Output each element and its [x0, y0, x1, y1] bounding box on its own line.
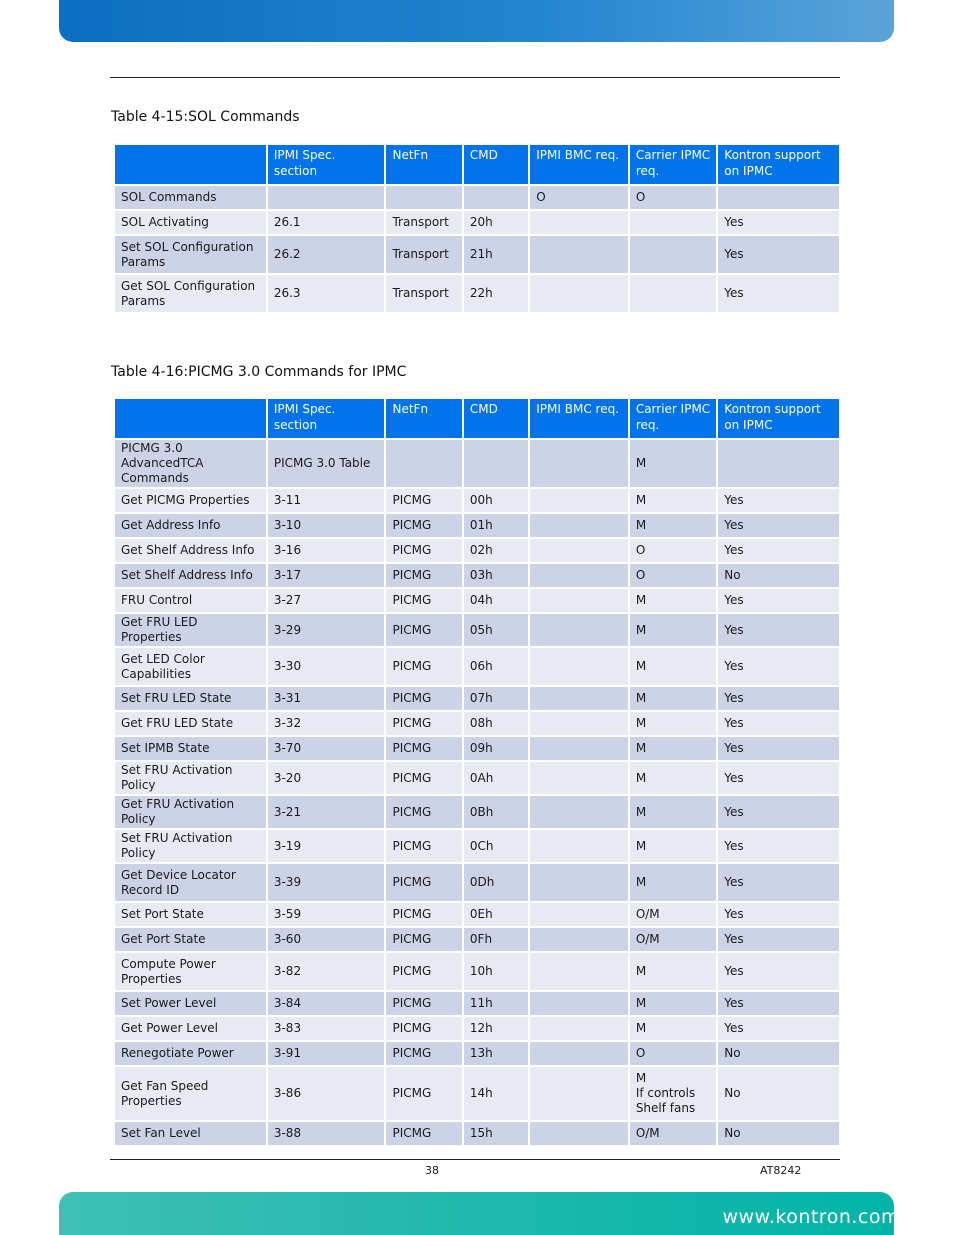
table-cell: 05h	[464, 614, 528, 646]
table-row	[115, 953, 839, 990]
table-cell: Yes	[718, 737, 839, 760]
table-cell: M	[630, 953, 716, 990]
table-cell: 3-16	[268, 539, 385, 562]
table-cell: Set FRU Activation Policy	[115, 830, 266, 862]
picmg-commands-table	[113, 397, 841, 1147]
table-cell: M If controls Shelf fans	[630, 1067, 716, 1120]
table-cell: PICMG	[386, 489, 461, 512]
table-cell: O/M	[630, 928, 716, 951]
table-cell	[530, 440, 628, 487]
table-cell	[530, 953, 628, 990]
table-cell: PICMG	[386, 1017, 461, 1040]
table-cell: M	[630, 440, 716, 487]
table-cell: M	[630, 589, 716, 612]
header-banner	[59, 0, 894, 42]
table-row	[115, 236, 839, 273]
column-header: IPMI BMC req.	[530, 145, 628, 184]
table-cell: Yes	[718, 712, 839, 735]
table-row	[115, 514, 839, 537]
table-cell: 3-86	[268, 1067, 385, 1120]
table-cell: PICMG	[386, 614, 461, 646]
table-cell: Set FRU Activation Policy	[115, 762, 266, 794]
table-cell: Yes	[718, 864, 839, 901]
table-cell: SOL Activating	[115, 211, 266, 234]
column-header	[115, 145, 266, 184]
table-cell: Get Fan Speed Properties	[115, 1067, 266, 1120]
table-row	[115, 564, 839, 587]
table-cell: 0Fh	[464, 928, 528, 951]
table-cell: Yes	[718, 1017, 839, 1040]
table-cell: PICMG	[386, 737, 461, 760]
table-row	[115, 648, 839, 685]
table-cell: Get Address Info	[115, 514, 266, 537]
column-header: IPMI BMC req.	[530, 399, 628, 438]
table-cell: 3-21	[268, 796, 385, 828]
table-row	[115, 186, 839, 209]
table-cell	[530, 992, 628, 1015]
table-cell: O	[630, 186, 716, 209]
table-cell	[530, 275, 628, 312]
column-header	[115, 399, 266, 438]
column-header: IPMI Spec. section	[268, 399, 385, 438]
table-cell: 0Ah	[464, 762, 528, 794]
table-cell: No	[718, 1067, 839, 1120]
table-cell: Yes	[718, 489, 839, 512]
table-cell: Yes	[718, 539, 839, 562]
table-cell: O	[530, 186, 628, 209]
table-cell: M	[630, 1017, 716, 1040]
column-header: Carrier IPMC req.	[630, 399, 716, 438]
table-cell: Get Device Locator Record ID	[115, 864, 266, 901]
table-cell: PICMG	[386, 589, 461, 612]
table-cell	[530, 648, 628, 685]
table-cell	[718, 440, 839, 487]
table-cell: 15h	[464, 1122, 528, 1145]
table-cell	[268, 186, 385, 209]
table-row	[115, 928, 839, 951]
table-cell: 3-31	[268, 687, 385, 710]
table-cell: No	[718, 564, 839, 587]
column-header: Kontron support on IPMC	[718, 399, 839, 438]
table1-caption: Table 4-15:SOL Commands	[111, 109, 300, 125]
column-header: CMD	[464, 145, 528, 184]
table-cell: 3-83	[268, 1017, 385, 1040]
table-cell: Transport	[386, 236, 461, 273]
table-cell	[530, 1067, 628, 1120]
table-cell: Get Power Level	[115, 1017, 266, 1040]
table-cell	[530, 236, 628, 273]
table-cell: M	[630, 514, 716, 537]
table-cell: Set IPMB State	[115, 737, 266, 760]
table-cell: M	[630, 992, 716, 1015]
table-cell: M	[630, 648, 716, 685]
table-row	[115, 903, 839, 926]
table-cell: 07h	[464, 687, 528, 710]
table-cell: PICMG	[386, 992, 461, 1015]
table-cell: 09h	[464, 737, 528, 760]
table-cell: Yes	[718, 648, 839, 685]
table-cell	[386, 440, 461, 487]
table-cell: 3-17	[268, 564, 385, 587]
table-cell: M	[630, 712, 716, 735]
table-cell	[630, 236, 716, 273]
table-cell: Yes	[718, 953, 839, 990]
table-cell: Yes	[718, 589, 839, 612]
table-cell: 3-19	[268, 830, 385, 862]
table-row	[115, 1122, 839, 1145]
table-cell: Set Port State	[115, 903, 266, 926]
table-cell	[386, 186, 461, 209]
table-cell: M	[630, 830, 716, 862]
table-cell: Renegotiate Power	[115, 1042, 266, 1065]
table-row	[115, 864, 839, 901]
table2-caption: Table 4-16:PICMG 3.0 Commands for IPMC	[111, 364, 407, 380]
table-cell: PICMG	[386, 864, 461, 901]
table-cell: Yes	[718, 830, 839, 862]
table-cell: PICMG	[386, 539, 461, 562]
table-row	[115, 762, 839, 794]
table-cell: SOL Commands	[115, 186, 266, 209]
page-number: 38	[425, 1164, 439, 1177]
table-cell	[530, 712, 628, 735]
website-link[interactable]: www.kontron.com	[722, 1206, 900, 1228]
table-cell: 10h	[464, 953, 528, 990]
table-cell	[530, 687, 628, 710]
table-cell: 3-84	[268, 992, 385, 1015]
sol-commands-table	[113, 143, 841, 314]
table-cell: 3-91	[268, 1042, 385, 1065]
table-cell: 06h	[464, 648, 528, 685]
table-cell: Get LED Color Capabilities	[115, 648, 266, 685]
table-cell: PICMG	[386, 712, 461, 735]
table-cell: PICMG 3.0 AdvancedTCA Commands	[115, 440, 266, 487]
table-cell: Compute Power Properties	[115, 953, 266, 990]
table-cell: No	[718, 1122, 839, 1145]
table-cell: 26.1	[268, 211, 385, 234]
table-cell: Yes	[718, 514, 839, 537]
table-row	[115, 440, 839, 487]
doc-id: AT8242	[760, 1164, 802, 1177]
table-row	[115, 687, 839, 710]
table-cell: 01h	[464, 514, 528, 537]
table-cell	[530, 564, 628, 587]
column-header: Carrier IPMC req.	[630, 145, 716, 184]
table-cell: Yes	[718, 211, 839, 234]
table-cell: 08h	[464, 712, 528, 735]
table-cell: O	[630, 564, 716, 587]
table-cell: Transport	[386, 211, 461, 234]
table-cell	[530, 589, 628, 612]
table-row	[115, 712, 839, 735]
table-cell: 02h	[464, 539, 528, 562]
table-cell: 22h	[464, 275, 528, 312]
table-cell: M	[630, 864, 716, 901]
table-cell: Set Power Level	[115, 992, 266, 1015]
table-cell: Set Fan Level	[115, 1122, 266, 1145]
table-cell: M	[630, 762, 716, 794]
table-cell: Get FRU Activation Policy	[115, 796, 266, 828]
table-cell: 3-32	[268, 712, 385, 735]
table-cell: 0Eh	[464, 903, 528, 926]
table-cell: O/M	[630, 903, 716, 926]
table-row	[115, 796, 839, 828]
table-cell: 3-20	[268, 762, 385, 794]
table-cell	[530, 796, 628, 828]
table-cell: Set SOL Configuration Params	[115, 236, 266, 273]
table-cell	[530, 211, 628, 234]
table-cell: Yes	[718, 992, 839, 1015]
table-cell: M	[630, 737, 716, 760]
table-cell: PICMG 3.0 Table	[268, 440, 385, 487]
table-cell	[530, 1122, 628, 1145]
table-cell: Yes	[718, 614, 839, 646]
table-cell: PICMG	[386, 953, 461, 990]
table-cell: Set Shelf Address Info	[115, 564, 266, 587]
table-cell: 26.2	[268, 236, 385, 273]
table-cell: Get SOL Configuration Params	[115, 275, 266, 312]
table-cell	[630, 275, 716, 312]
table-cell: 0Bh	[464, 796, 528, 828]
table-cell: Get Port State	[115, 928, 266, 951]
table-cell: 0Ch	[464, 830, 528, 862]
table-cell: PICMG	[386, 648, 461, 685]
table-cell: Get FRU LED Properties	[115, 614, 266, 646]
table-cell: 3-39	[268, 864, 385, 901]
table-cell: 03h	[464, 564, 528, 587]
header-rule	[110, 77, 840, 78]
table-cell: Yes	[718, 236, 839, 273]
table-cell	[530, 830, 628, 862]
table-cell: No	[718, 1042, 839, 1065]
footer-rule	[110, 1159, 840, 1160]
table-cell: 3-27	[268, 589, 385, 612]
table-cell: PICMG	[386, 1067, 461, 1120]
table-cell	[530, 1017, 628, 1040]
table-cell: M	[630, 687, 716, 710]
table-row	[115, 614, 839, 646]
table-cell: M	[630, 489, 716, 512]
table-row	[115, 275, 839, 312]
table-cell: 3-10	[268, 514, 385, 537]
table-cell: 3-60	[268, 928, 385, 951]
table-cell	[530, 514, 628, 537]
table-cell	[530, 614, 628, 646]
table-row	[115, 211, 839, 234]
table-header-row	[115, 145, 839, 184]
table-cell: 13h	[464, 1042, 528, 1065]
table-cell	[530, 928, 628, 951]
table-cell: 12h	[464, 1017, 528, 1040]
table-cell	[464, 186, 528, 209]
table-cell: FRU Control	[115, 589, 266, 612]
table-cell: PICMG	[386, 1042, 461, 1065]
table-row	[115, 1042, 839, 1065]
table-row	[115, 489, 839, 512]
table-cell	[530, 1042, 628, 1065]
table-header-row	[115, 399, 839, 438]
table-cell: Yes	[718, 275, 839, 312]
table-cell: O/M	[630, 1122, 716, 1145]
table-cell: Yes	[718, 796, 839, 828]
table-cell: M	[630, 796, 716, 828]
table-cell: PICMG	[386, 796, 461, 828]
table-cell	[530, 539, 628, 562]
table-cell: Get FRU LED State	[115, 712, 266, 735]
table-cell: PICMG	[386, 687, 461, 710]
table-cell: Get Shelf Address Info	[115, 539, 266, 562]
table-cell	[630, 211, 716, 234]
table-cell: PICMG	[386, 514, 461, 537]
column-header: CMD	[464, 399, 528, 438]
table-cell: 3-59	[268, 903, 385, 926]
table-cell: PICMG	[386, 903, 461, 926]
table-cell: 20h	[464, 211, 528, 234]
table-cell: Yes	[718, 762, 839, 794]
table-cell: Yes	[718, 687, 839, 710]
table-cell: 04h	[464, 589, 528, 612]
table-row	[115, 992, 839, 1015]
table-row	[115, 539, 839, 562]
table-row	[115, 589, 839, 612]
table-cell: Set FRU LED State	[115, 687, 266, 710]
table-cell: PICMG	[386, 1122, 461, 1145]
table-cell: Get PICMG Properties	[115, 489, 266, 512]
table-cell: 3-11	[268, 489, 385, 512]
table-row	[115, 737, 839, 760]
table-cell: PICMG	[386, 830, 461, 862]
table-cell: O	[630, 1042, 716, 1065]
table-cell: 3-30	[268, 648, 385, 685]
table-cell	[530, 903, 628, 926]
table-cell: 3-82	[268, 953, 385, 990]
table-cell: 3-29	[268, 614, 385, 646]
table-cell: Transport	[386, 275, 461, 312]
column-header: NetFn	[386, 145, 461, 184]
table-cell: Yes	[718, 928, 839, 951]
table-cell: 26.3	[268, 275, 385, 312]
table-cell: PICMG	[386, 762, 461, 794]
table-cell: Yes	[718, 903, 839, 926]
table-cell: 14h	[464, 1067, 528, 1120]
table-cell: O	[630, 539, 716, 562]
column-header: NetFn	[386, 399, 461, 438]
table-cell	[530, 762, 628, 794]
table-cell: 21h	[464, 236, 528, 273]
column-header: Kontron support on IPMC	[718, 145, 839, 184]
table-row	[115, 830, 839, 862]
column-header: IPMI Spec. section	[268, 145, 385, 184]
table-cell: 0Dh	[464, 864, 528, 901]
table-cell	[464, 440, 528, 487]
table-cell: PICMG	[386, 928, 461, 951]
table-cell	[530, 737, 628, 760]
table-row	[115, 1067, 839, 1120]
table-cell	[530, 489, 628, 512]
table-cell: 3-88	[268, 1122, 385, 1145]
table-cell	[718, 186, 839, 209]
table-cell	[530, 864, 628, 901]
table-cell: PICMG	[386, 564, 461, 587]
table-cell: 00h	[464, 489, 528, 512]
table-row	[115, 1017, 839, 1040]
table-cell: 3-70	[268, 737, 385, 760]
table-cell: 11h	[464, 992, 528, 1015]
table-cell: M	[630, 614, 716, 646]
